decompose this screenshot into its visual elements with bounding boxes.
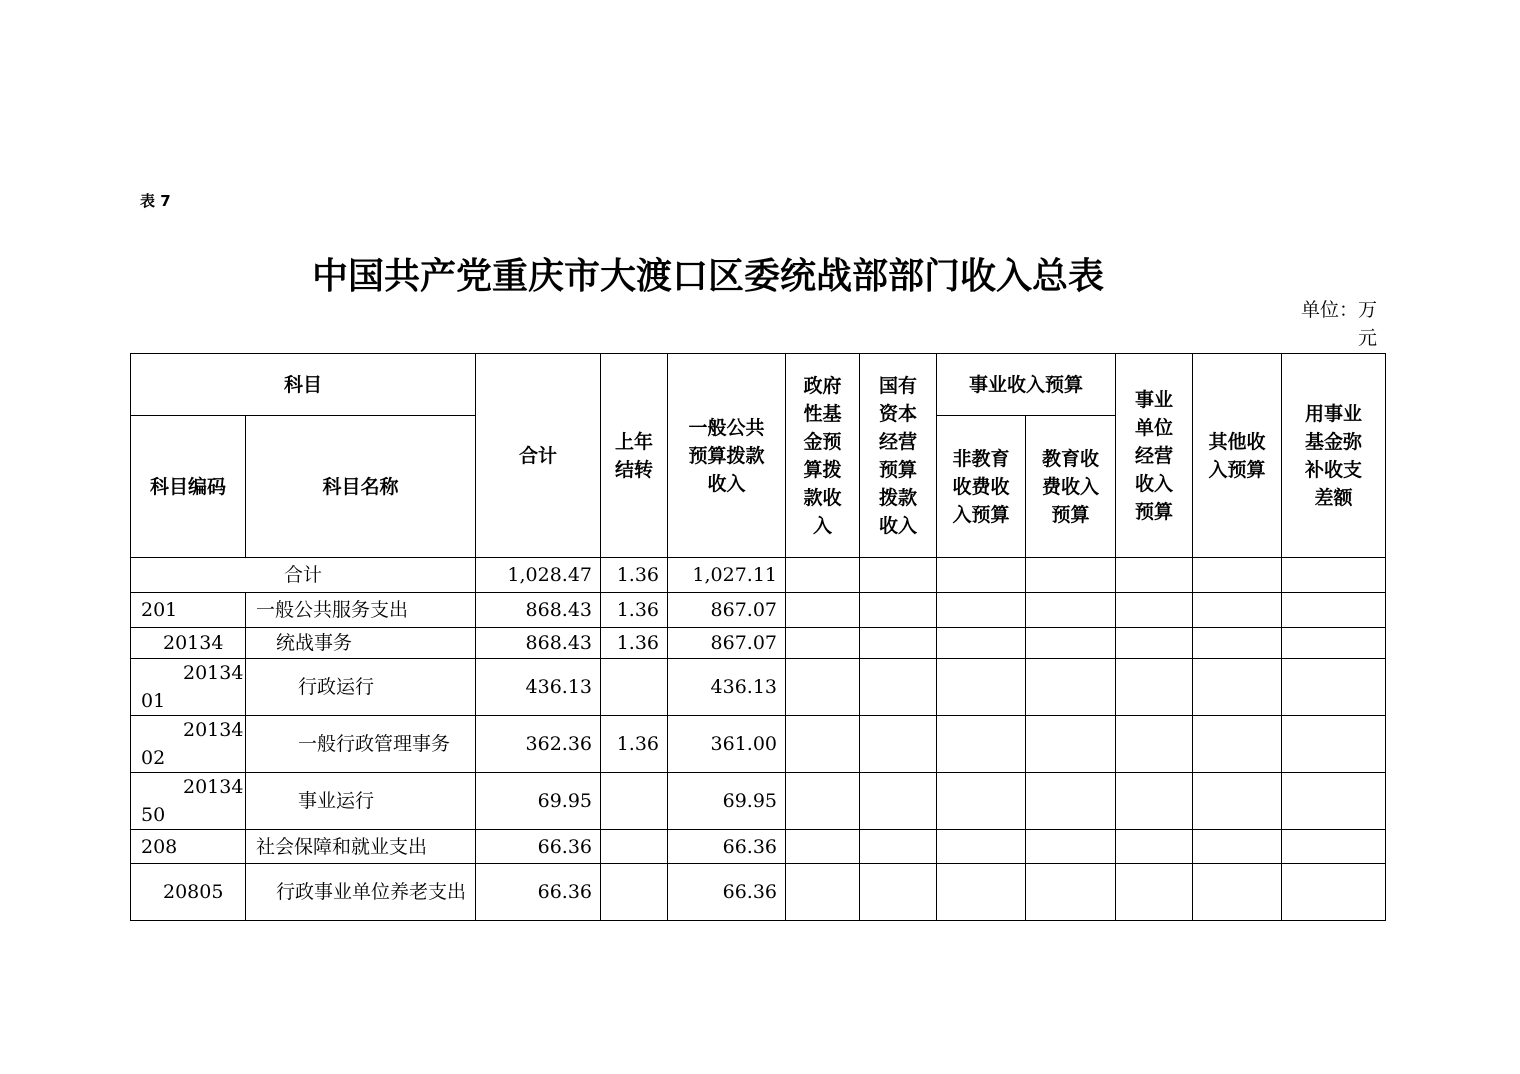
- header-subject-name: 科目名称: [246, 416, 476, 558]
- cell-career-fund: [1282, 830, 1386, 864]
- cell-general: 69.95: [668, 773, 786, 830]
- page-title: 中国共产党重庆市大渡口区委统战部部门收入总表: [311, 256, 1104, 297]
- header-total-label: 合计: [519, 444, 558, 467]
- cell-non-edu-fee: [937, 773, 1026, 830]
- cell-edu-fee: [1026, 558, 1116, 593]
- header-carryover-label: 上年结转: [615, 430, 654, 481]
- cell-other-income: [1193, 558, 1282, 593]
- cell-unit-business: [1116, 558, 1193, 593]
- header-career-fund: [1282, 354, 1386, 558]
- cell-non-edu-fee: [937, 716, 1026, 773]
- cell-non-edu-fee: [937, 593, 1026, 628]
- cell-other-income: [1193, 830, 1282, 864]
- cell-carryover: 1.36: [601, 593, 668, 628]
- cell-name: 统战事务: [246, 628, 476, 659]
- header-unit-business: [1116, 354, 1193, 558]
- cell-edu-fee: [1026, 593, 1116, 628]
- cell-career-fund: [1282, 593, 1386, 628]
- cell-unit-business: [1116, 659, 1193, 716]
- header-state-capital: [860, 354, 937, 558]
- cell-code: 20134: [131, 628, 246, 659]
- cell-carryover: [601, 830, 668, 864]
- header-subject: 科目: [131, 354, 476, 416]
- cell-carryover: [601, 659, 668, 716]
- cell-non-edu-fee: [937, 558, 1026, 593]
- cell-other-income: [1193, 659, 1282, 716]
- table-row: [131, 628, 1386, 659]
- table-row: [131, 593, 1386, 628]
- cell-gov-fund: [786, 558, 860, 593]
- table-row: [131, 864, 1386, 921]
- cell-carryover: [601, 773, 668, 830]
- cell-general: 436.13: [668, 659, 786, 716]
- cell-edu-fee: [1026, 628, 1116, 659]
- cell-total: 868.43: [476, 593, 601, 628]
- header-career-fund-label: 用事业基金弥补收支差额: [1305, 402, 1363, 509]
- cell-general: 867.07: [668, 593, 786, 628]
- cell-state-capital: [860, 659, 937, 716]
- cell-career-fund: [1282, 558, 1386, 593]
- cell-unit-business: [1116, 628, 1193, 659]
- cell-edu-fee: [1026, 864, 1116, 921]
- table-row: [131, 659, 1386, 716]
- cell-name: 一般行政管理事务: [246, 716, 476, 773]
- header-edu-fee-label: 教育收费收入预算: [1042, 447, 1100, 526]
- cell-code: 2013402: [131, 716, 246, 773]
- cell-carryover: 1.36: [601, 558, 668, 593]
- table-row: [131, 716, 1386, 773]
- cell-state-capital: [860, 830, 937, 864]
- cell-total: 1,028.47: [476, 558, 601, 593]
- cell-unit-business: [1116, 773, 1193, 830]
- table-row: [131, 830, 1386, 864]
- cell-other-income: [1193, 773, 1282, 830]
- cell-state-capital: [860, 593, 937, 628]
- cell-non-edu-fee: [937, 659, 1026, 716]
- cell-unit-business: [1116, 716, 1193, 773]
- cell-edu-fee: [1026, 659, 1116, 716]
- header-unit-business-label: 事业单位经营收入预算: [1135, 388, 1174, 523]
- header-general-budget-label: 一般公共预算拨款收入: [688, 416, 765, 495]
- header-career-income: 事业收入预算: [937, 354, 1116, 416]
- cell-other-income: [1193, 593, 1282, 628]
- cell-gov-fund: [786, 864, 860, 921]
- row-total-label: 合计: [131, 558, 476, 593]
- cell-general: 66.36: [668, 864, 786, 921]
- cell-code: 2013450: [131, 773, 246, 830]
- cell-general: 361.00: [668, 716, 786, 773]
- cell-career-fund: [1282, 716, 1386, 773]
- income-summary-table: [130, 353, 1386, 921]
- header-subject-code: 科目编码: [131, 416, 246, 558]
- header-general-budget: [668, 354, 786, 558]
- cell-code: 20805: [131, 864, 246, 921]
- cell-state-capital: [860, 864, 937, 921]
- header-carryover: [601, 354, 668, 558]
- cell-total: 66.36: [476, 864, 601, 921]
- header-state-capital-label: 国有资本经营预算拨款收入: [879, 374, 918, 537]
- cell-unit-business: [1116, 864, 1193, 921]
- table-number: 表 7: [140, 192, 171, 210]
- cell-general: 66.36: [668, 830, 786, 864]
- cell-carryover: [601, 864, 668, 921]
- cell-carryover: 1.36: [601, 628, 668, 659]
- cell-career-fund: [1282, 659, 1386, 716]
- cell-gov-fund: [786, 773, 860, 830]
- cell-name: 社会保障和就业支出: [246, 830, 476, 864]
- cell-state-capital: [860, 773, 937, 830]
- header-edu-fee: [1026, 416, 1116, 558]
- header-non-edu-fee: [937, 416, 1026, 558]
- cell-non-edu-fee: [937, 864, 1026, 921]
- cell-total: 362.36: [476, 716, 601, 773]
- cell-total: 868.43: [476, 628, 601, 659]
- cell-gov-fund: [786, 716, 860, 773]
- cell-edu-fee: [1026, 716, 1116, 773]
- cell-career-fund: [1282, 773, 1386, 830]
- cell-other-income: [1193, 864, 1282, 921]
- cell-state-capital: [860, 558, 937, 593]
- cell-other-income: [1193, 628, 1282, 659]
- header-other-income-label: 其他收入预算: [1208, 430, 1266, 481]
- cell-code: 2013401: [131, 659, 246, 716]
- cell-non-edu-fee: [937, 830, 1026, 864]
- cell-total: 69.95: [476, 773, 601, 830]
- cell-carryover: 1.36: [601, 716, 668, 773]
- cell-code: 208: [131, 830, 246, 864]
- table-row: [131, 558, 1386, 593]
- cell-name: 行政运行: [246, 659, 476, 716]
- cell-unit-business: [1116, 830, 1193, 864]
- cell-career-fund: [1282, 628, 1386, 659]
- cell-gov-fund: [786, 593, 860, 628]
- cell-gov-fund: [786, 659, 860, 716]
- unit-label: 单位：万元: [1300, 299, 1377, 349]
- cell-state-capital: [860, 716, 937, 773]
- cell-total: 66.36: [476, 830, 601, 864]
- cell-gov-fund: [786, 628, 860, 659]
- cell-general: 1,027.11: [668, 558, 786, 593]
- cell-non-edu-fee: [937, 628, 1026, 659]
- header-gov-fund-label: 政府性基金预算拨款收入: [803, 374, 842, 537]
- cell-unit-business: [1116, 593, 1193, 628]
- cell-general: 867.07: [668, 628, 786, 659]
- cell-name: 行政事业单位养老支出: [246, 864, 476, 921]
- cell-career-fund: [1282, 864, 1386, 921]
- header-total: [476, 354, 601, 558]
- cell-name: 事业运行: [246, 773, 476, 830]
- header-gov-fund: [786, 354, 860, 558]
- cell-edu-fee: [1026, 773, 1116, 830]
- cell-other-income: [1193, 716, 1282, 773]
- header-non-edu-fee-label: 非教育收费收入预算: [952, 447, 1010, 526]
- cell-edu-fee: [1026, 830, 1116, 864]
- cell-name: 一般公共服务支出: [246, 593, 476, 628]
- cell-code: 201: [131, 593, 246, 628]
- cell-state-capital: [860, 628, 937, 659]
- table-row: [131, 773, 1386, 830]
- header-other-income: [1193, 354, 1282, 558]
- cell-gov-fund: [786, 830, 860, 864]
- cell-total: 436.13: [476, 659, 601, 716]
